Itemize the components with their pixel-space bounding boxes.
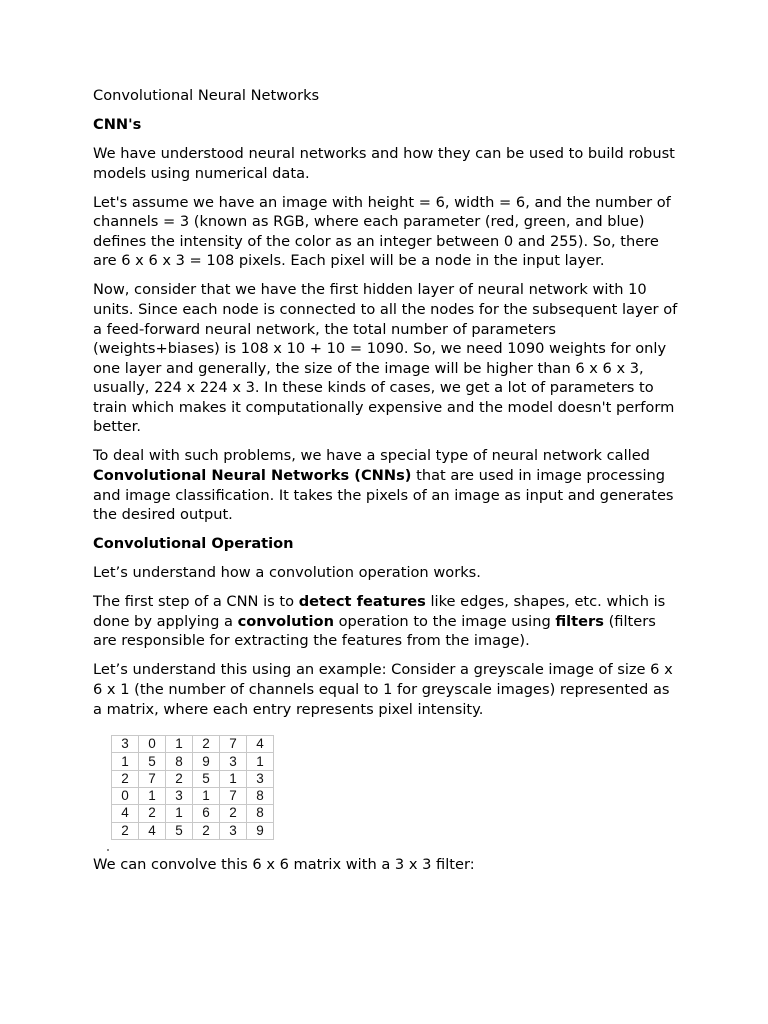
pixel-matrix-figure <box>111 735 279 847</box>
figure-artifact <box>107 849 109 851</box>
matrix-row <box>112 770 274 787</box>
matrix-row <box>112 805 274 822</box>
matrix-row <box>112 753 274 770</box>
matrix-cell: 3 <box>247 770 274 787</box>
matrix-cell: 3 <box>220 822 247 839</box>
matrix-cell: 9 <box>193 753 220 770</box>
text-run-bold: filters <box>555 612 604 630</box>
matrix-cell: 1 <box>220 770 247 787</box>
heading-convolutional-operation: Convolutional Operation <box>93 535 294 553</box>
paragraph-filter: We can convolve this 6 x 6 matrix with a 3 x 3 filter: <box>93 856 475 874</box>
paragraph-parameters: Now, consider that we have the first hidden layer of neural network with 10 units. Since each node is connected to all the nodes for the subsequent layer of a feed-forward neural network, the total number of parameters (weights+biases) is 108 x 10 + 10 = 1090. So, we need 1090 weights for only one layer and generally, the size of the image will be higher than 6 x 6 x 3, usually, 224 x 224 x 3. In these kinds of cases, we get a lot of parameters to train which makes it computationally expensive and the model doesn't perform better. <box>93 281 678 436</box>
text-run: operation to the image using <box>333 612 556 630</box>
matrix-cell: 4 <box>112 805 139 822</box>
matrix-cell: 7 <box>220 788 247 805</box>
matrix-cell: 2 <box>112 822 139 839</box>
text-run-bold: convolution <box>237 612 334 630</box>
text-run-bold: detect features <box>298 593 426 611</box>
matrix-row <box>112 822 274 839</box>
matrix-cell: 1 <box>193 788 220 805</box>
matrix-cell: 2 <box>193 822 220 839</box>
matrix-cell: 2 <box>193 736 220 753</box>
matrix-cell: 2 <box>166 770 193 787</box>
matrix-cell: 3 <box>166 788 193 805</box>
paragraph-intro: We have understood neural networks and how they can be used to build robust models using numerical data. <box>93 144 675 182</box>
matrix-cell: 4 <box>139 822 166 839</box>
matrix-row <box>112 788 274 805</box>
document-title: Convolutional Neural Networks <box>93 87 320 104</box>
matrix-cell: 7 <box>139 770 166 787</box>
matrix-cell: 8 <box>247 788 274 805</box>
matrix-row <box>112 736 274 753</box>
matrix-cell: 7 <box>220 736 247 753</box>
paragraph-first-step <box>93 592 683 651</box>
text-run-bold: Convolutional Neural Networks (CNNs) <box>93 467 412 485</box>
matrix-cell: 1 <box>112 753 139 770</box>
matrix-cell: 8 <box>247 805 274 822</box>
text-run: To deal with such problems, we have a special type of neural network called <box>93 447 650 465</box>
matrix-cell: 0 <box>139 736 166 753</box>
matrix-cell: 1 <box>247 753 274 770</box>
paragraph-image-example: Let's assume we have an image with height = 6, width = 6, and the number of channels = 3 (known as RGB, where each parameter (red, green, and blue) defines the intensity of the color as an integer between 0 and 255). So, there are 6 x 6 x 3 = 108 pixels. Each pixel will be a node in the input layer. <box>93 193 671 270</box>
text-run: like edges, shapes, etc. which is done by applying a <box>93 593 666 630</box>
pixel-matrix <box>111 735 274 840</box>
matrix-cell: 0 <box>112 788 139 805</box>
paragraph-greyscale-example: Let’s understand this using an example: Consider a greyscale image of size 6 x 6 x 1 (the number of channels equal to 1 for greyscale images) represented as a matrix, where each entry represents pixel intensity. <box>93 661 673 718</box>
matrix-cell: 5 <box>166 822 193 839</box>
document-page <box>93 86 683 884</box>
matrix-cell: 1 <box>166 736 193 753</box>
matrix-cell: 9 <box>247 822 274 839</box>
text-run: (filters are responsible for extracting the features from the image). <box>93 612 656 650</box>
text-run: The first step of a CNN is to <box>93 593 299 611</box>
matrix-cell: 5 <box>139 753 166 770</box>
matrix-cell: 3 <box>220 753 247 770</box>
matrix-cell: 1 <box>166 805 193 822</box>
matrix-cell: 5 <box>193 770 220 787</box>
matrix-cell: 8 <box>166 753 193 770</box>
matrix-cell: 6 <box>193 805 220 822</box>
matrix-cell: 2 <box>220 805 247 822</box>
matrix-cell: 2 <box>112 770 139 787</box>
matrix-cell: 1 <box>139 788 166 805</box>
matrix-cell: 2 <box>139 805 166 822</box>
paragraph-convolution-intro: Let’s understand how a convolution operation works. <box>93 564 481 582</box>
matrix-cell: 4 <box>247 736 274 753</box>
matrix-cell: 3 <box>112 736 139 753</box>
text-run: that are used in image processing and image classification. It takes the pixels of an image as input and generates the desired output. <box>93 467 674 524</box>
heading-cnns: CNN's <box>93 115 142 133</box>
paragraph-cnn-definition <box>93 446 683 524</box>
